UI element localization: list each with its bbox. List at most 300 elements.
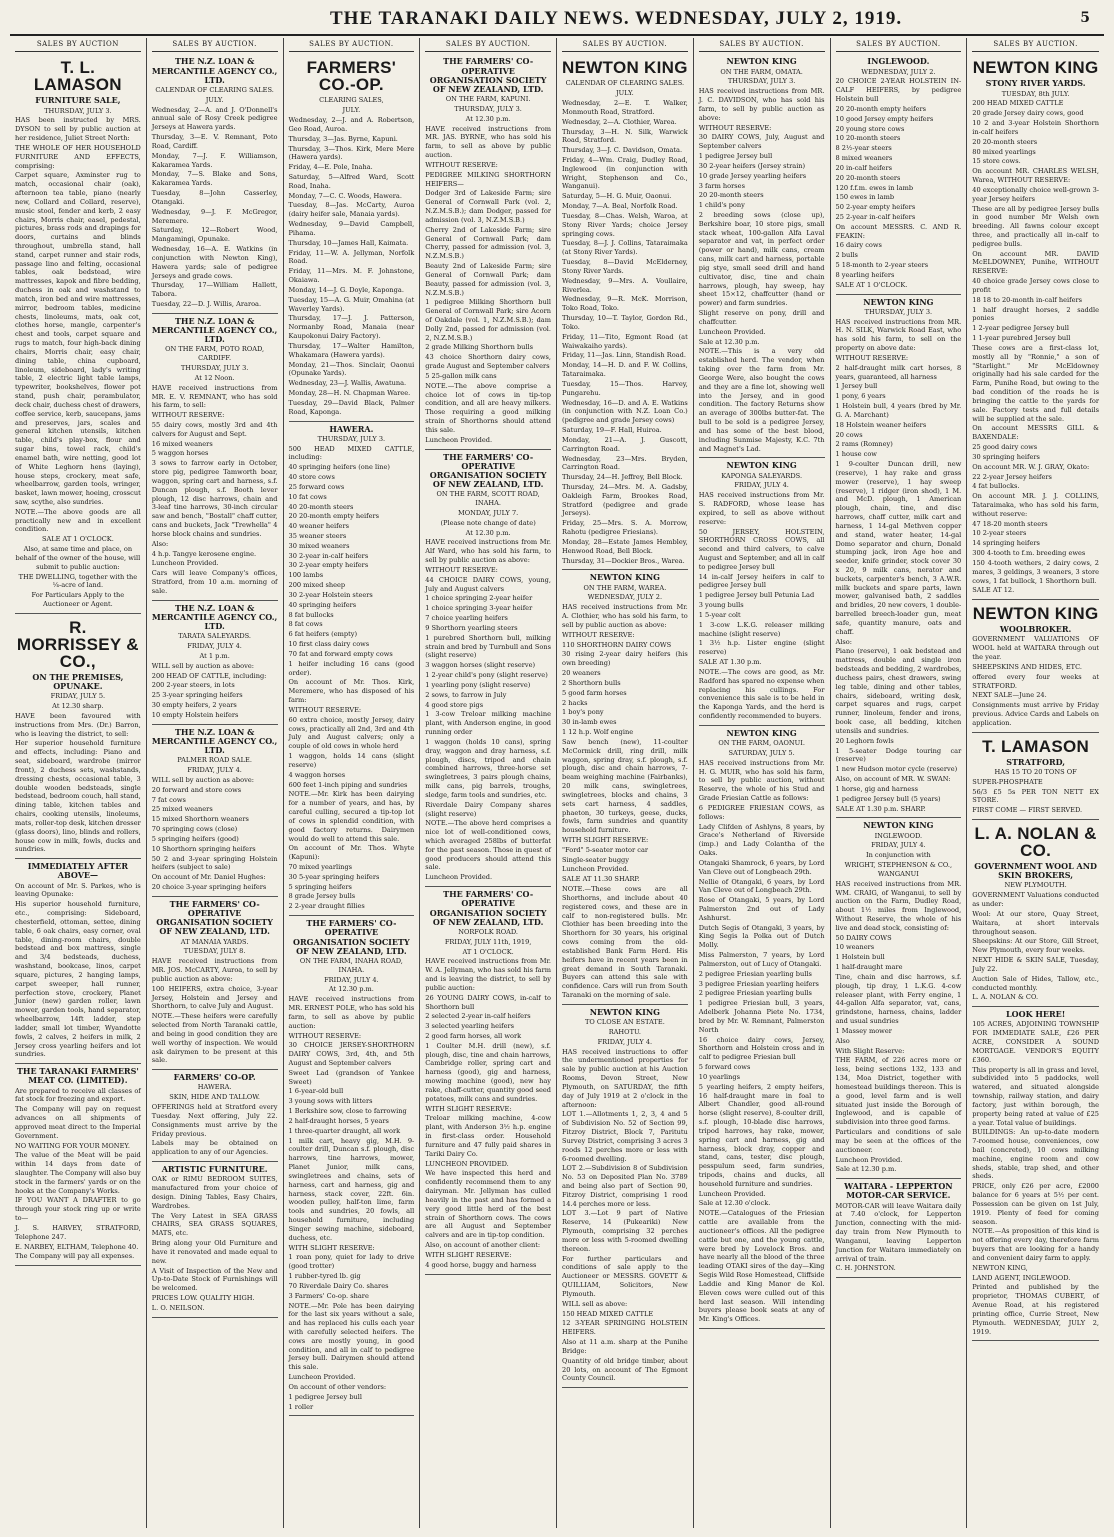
ad-paragraph: Miss Palmerston, 7 years, by Lord Palmerston, out of Lucy of Otangaki. [698,951,825,968]
ad-paragraph: Bring along your Old Furniture and have it renovated and made equal to new. [151,1239,278,1265]
ad-note: Also, at same time and place, on behalf of the owner of the house, will submit to public auction: [15,545,141,571]
ad-paragraph: 2 half-draught milk cart horses, 8 years, guaranteed, all harness [835,363,962,381]
ad-paragraph: 5 springing heifers (good) [151,834,239,843]
advertisement [836,818,962,1179]
ad-paragraph: 3 young bulls [698,601,744,610]
advertisement [699,458,825,726]
ad-paragraph: Tuesday, 8—J. J. Collins, Tataraimaka (at Stony River Yards). [562,239,688,257]
ad-paragraph: 70 mixed yearlings [288,862,353,871]
ad-paragraph: His superior household furniture, etc., comprising: Sideboard, chesterfield, ottoman, settee, dining table, 6 oak chairs, easy corner, oval table, dining-room chairs, double bedstead and box mattress, single and 3/4 bedsteads, duchess, washstand, bookcase, linos, carpet square, pictures, 2 hanging lamps, carpet sweeper, hall runner, perfection stove, crockery, Planet Junior (new) garden roller, lawn mower, garden tools, hand separator, wheelbarrow, 14ft ladder, step ladder, small lot timber, Wyandotte fowls, 2 calves, 2 heifers in milk, 2 Jersey cross yearling heifers and lot sundries. [15,900,141,1059]
column [967,38,1104,1528]
ad-paragraph: Wednesday, 9—R. McK. Morrison, Toko Road, Toko. [562,295,688,313]
ad-subheading: ON THE FARM, WAREA. [583,583,667,592]
ad-heading: NEWTON KING [863,296,934,307]
advertisement [562,54,688,570]
ad-paragraph: Sale at 12.30 p.m. [698,337,760,346]
ad-paragraph: LOT 1.—Allotments 1, 2, 3, 4 and 5 of Subdivision No. 52 of Section 99, Fitzroy District, Block 7, Paritutu Survey District, comprising 3 acres 3 roods 12 perches more or less with 6-roomed dwelling. [562,1110,688,1163]
ad-heading: ARTISTIC FURNITURE. [161,1164,268,1175]
ad-paragraph: SALE AT 1 O'CLOCK. [835,280,908,289]
ad-paragraph: Wednesday, 16—A. E. Watkins (in conjunction with Newton King), Hawera yards; sale of pedigree Jerseys and grade cows. [151,245,278,280]
ad-paragraph: SUPER-PHOSPHATE [972,777,1043,786]
advertisement [972,820,1099,1007]
ad-subheading: FRIDAY, JULY 4. [734,481,789,490]
ad-paragraph: 30 2-year in-calf heifers [288,551,369,560]
ad-paragraph: GOVERNMENT Valuations conducted as under: [972,891,1099,909]
ad-paragraph: 3 farm horses [698,181,745,190]
ad-paragraph: 1 choice springing 3-year heifer [425,604,533,613]
ad-paragraph: 2 bulls [835,251,858,260]
ad-paragraph: L. A. NOLAN & CO. [972,993,1039,1002]
ad-paragraph: 30 2-year heifers (Jersey strain) [698,161,806,170]
ad-paragraph: NOTE.—The cows are good, as Mr. Radford has spared no expense when replacing his cullings. For convenience this sale is to be held in the Kaponga Yards, and the herd is confidently recommended to buyers. [698,667,825,721]
ad-subheading: FRIDAY, JULY 4. [187,642,242,651]
ad-paragraph: 20 young store cows [835,124,905,133]
ad-paragraph: WITHOUT RESERVE: [151,411,225,420]
ad-paragraph: 30 mixed weaners [288,541,350,550]
masthead-rule [10,34,1104,36]
advertisement [289,422,415,917]
ad-subheading: SATURDAY, JULY 5. [728,748,795,757]
ad-paragraph: Auction Sale of Hides, Tallow, etc., conducted monthly. [972,974,1099,992]
ad-paragraph: On account of Mr. Thos. Whyte (Kapuni): [288,844,415,862]
ad-paragraph: 30 DAIRY COWS, July, August and September calvers [698,133,825,151]
ad-heading: THE FARMERS' CO-OPERATIVE ORGANISATION SOCIETY OF NEW ZEALAND, LTD. [156,898,273,937]
ad-paragraph: NOTE.—Mr. Kirk has been dairying for a number of years, and has, by careful culling, secured a tip-top lot of cows in splendid condition, with good factory returns. Dairymen would do well to attend this sale. [288,790,415,843]
ad-paragraph: WITH SLIGHT RESERVE: [288,1243,375,1252]
ad-paragraph: 1 milk cart, heavy gig, M.H. 9-coulter drill, Duncan s.f. plough, disc harrows, tine harrows, mower, Planet Junior, milk cans, swingletrees and chains, sets of harness, cart and harness, gig and harness, stack cover, 22ft. 6in. wooden pulley, half-ton lime, farm tools and sundries, 20 fowls, all household furniture, including Singer sewing machine, sideboard, duchess, etc. [288,1136,415,1242]
column [557,38,694,1528]
ad-subheading: TO CLOSE AN ESTATE. [584,1018,665,1027]
ad-paragraph: Wednesday, 2—A. Clothier, Warea. [562,117,677,126]
ad-paragraph: 7 fat cows [151,795,186,804]
ad-paragraph: 1 child's pony [698,201,745,210]
ad-subheading: WEDNESDAY, JULY 2. [861,67,936,76]
ad-paragraph: 50 DAIRY COWS [835,933,892,942]
ad-paragraph: HAS been instructed by MRS. DYSON to sell by public auction at her residence, Juliet Street North: [15,116,141,143]
ad-paragraph: 5 18-month to 2-year steers [835,261,929,270]
advertisement [562,1005,688,1388]
ad-paragraph: Thursday, 24—Mrs. M. A. Gadsby, Oakleigh Farm, Brookes Road, Stratford (pedigree and grade Jerseys). [562,482,688,518]
advertisement [562,570,688,1004]
ad-paragraph: 2 good farm horses, all work [425,1031,522,1040]
ad-paragraph: 30 2-year Holstein steers [288,590,373,599]
ad-paragraph: 1 waggon, holds 14 cans (slight reserve) [288,752,415,769]
ad-paragraph: 20 Leghorn fowls [835,736,894,745]
ad-paragraph: WILL sell by auction as above: [151,661,254,670]
ad-paragraph: PEDIGREE MILKING SHORTHORN HEIFERS— [425,170,551,188]
ad-paragraph: 5 yearling heifers, 2 empty heifers, 16 half-draught mare in foal to Albert Chandler, good all-round horse (slight reserve), 8-coulter drill, s.f. plough, 10-blade disc harrows, tripod harrows, hay rake, mower, spring cart and harness, gig and harness, block dray, copper and stand, cans, tester, disc plough, pesspulum seed, farm sundries, tripods, chains and ducks, all household furniture and sundries. [698,1082,825,1188]
ad-paragraph: 1 pedigree Jersey bull Petunia Lad [698,591,815,600]
advertisement [699,54,825,458]
ad-paragraph: 18 Holstein weaner heifers [835,420,927,429]
ad-paragraph: Tine, chain and disc harrows, s.f. plough, tip dray, 1 L.K.G. 4-cow releaser plant, with Ferry engine, 1 44-gallon Alfa separator, vat, cans, grindstone, harness, chains, ladder and usual sundries [835,972,962,1026]
ad-paragraph: 1 pedigree Friesian bull, 3 years, Adelberk Johanna Piete No. 1734, bred by Mr. W. Remnant, Palmerston North [698,999,825,1034]
ad-paragraph: 8 fat cows [288,620,323,629]
ad-paragraph: Luncheon Provided. [835,1155,903,1164]
ad-paragraph: The value of the Meat will be paid within 14 days from date of slaughter. The Company will also buy stock in the farmers' yards or on the hooks at the Company's Works. [15,1151,141,1195]
ad-paragraph: Otangaki Shamrock, 6 years, by Lord Van Cleve out of Longbeach 29th. [698,858,825,876]
ad-subheading: TUESDAY, JULY 8. [183,947,246,956]
column [10,38,147,1528]
ad-paragraph: 200 HEAD MIXED CATTLE [972,99,1064,108]
ad-subheading: WRIGHT, STEPHENSON & CO., WANGANUI [844,861,953,878]
ad-paragraph: Lady Clifden of Ashlyns, 8 years, by Grace's Netherland of Riverside (imp.) and Lady Colantha of the Oaks. [698,822,825,858]
ad-paragraph: 20 grade Jersey dairy cows, good [972,109,1084,118]
ad-paragraph: Monday, 21—A. J. Guscott, Carrington Road. [562,435,688,453]
ad-paragraph: 40 exceptionally choice well-grown 3-year Jersey heifers [972,185,1099,203]
ad-paragraph: Thursday, 3—Jas. Byrne, Kapuni. [288,134,398,143]
ad-paragraph: Labels may be obtained on application to any of our Agencies. [151,1139,278,1157]
ad-paragraph: Thursday, 31—Dockier Bros., Warea. [562,556,685,565]
ad-heading: THE N.Z. LOAN & MERCANTILE AGENCY CO., LTD. [151,315,278,345]
ad-paragraph: GOVERNMENT VALUATIONS OF WOOL held at WAITARA through out the year. [972,635,1099,662]
ad-paragraph: NOTE.—The above herd comprises a nice lot of well-conditioned cows, which averaged 258lbs of butterfat for the past season. Those in quest of good producers should attend this sale. [425,819,551,872]
advertiser-name: NEWTON KING [562,58,688,78]
ad-paragraph: Wednesday, 9—J. F. McGregor, Meremere. [151,207,278,225]
ad-paragraph: 4 waggon horses [288,770,346,779]
ad-paragraph: Thursday, 10—James Hall, Kaimata. [288,238,409,247]
ad-paragraph: On account of Mr. Daniel Hughes: [151,873,266,882]
ad-paragraph: LOT 2.—Subdivision 8 of Subdivision No. 53 on Deposited Plan No. 3789 and being also part of Section 90, Fitzroy District, comprising 1 rood 14.4 perches more or less. [562,1164,688,1208]
ad-subheading: ON THE FARM, POTO ROAD, CARDIFF. [165,345,265,363]
ad-paragraph: 20 in-calf heifers [835,163,892,172]
ad-paragraph: On account of other vendors: [288,1382,387,1391]
ad-paragraph: Monday, 28—Estate James Hembley, Henwood Road, Bell Block. [562,537,688,555]
ad-paragraph: Friday, 11—W. A. Jellyman, Norfolk Road. [288,248,415,266]
ad-paragraph: 35 weaner steers [288,532,347,540]
ad-paragraph: Rose of Otangaki, 5 years, by Lord Palmerston 2nd out of Lady Ashhurst. [698,896,825,922]
ad-paragraph: 3 Farmers' Co-op. share [288,1291,369,1300]
ad-paragraph: Consignments must arrive by Friday previous. Advice Cards and Labels on application. [972,701,1099,727]
ad-paragraph: Monday, 21—Thos. Sinclair, Oaonui (Opunake Yards). [288,360,415,378]
ad-subheading: (Please note change of date) [440,518,536,527]
ad-paragraph: FIRST COME — FIRST SERVED. [972,806,1083,815]
ad-paragraph: With Slight Reserve: [835,1046,905,1055]
ad-paragraph: 200 2-year steers, in lots [151,681,235,690]
ad-paragraph: Thursday, 17—J. J. Patterson, Normanby Road, Manaia (near Kaupokonui Dairy Factory). [288,314,415,341]
masthead [0,8,1114,30]
ad-paragraph: 18 18 to 20-month in-calf heifers [972,295,1083,304]
ad-paragraph: Her superior household furniture and effects, including: Piano and seat, sideboard, wardrobe (mirror front), 2 duchess sets, washstands, dressing chests, occasional table, 3 double wooden bedsteads, single bedstead, bedroom couch, hall stand, dining table, kitchen tables and chairs, cooking utensils, linoleums, mats, roller-top desk, kitchen dresser (glass doors), lino, blinds and rollers, house cow in milk, fowls, ducks and sundries. [15,739,141,854]
ad-paragraph: Friday, 4—E. Pole, Inaha. [288,163,373,172]
ad-subheading: JULY. [615,89,634,98]
advertisement [972,54,1099,600]
ad-paragraph: 1 three-quarter draught, all work [288,1126,401,1135]
ad-paragraph: NOTE.—These heifers were carefully selected from North Taranaki cattle, and being in good condition they are well worthy of inspection. We would ask dairymen to be present at this sale. [151,1012,278,1065]
ad-paragraph: 1 house cow [835,450,877,459]
ad-paragraph: Luncheon Provided. [425,873,493,882]
ad-paragraph: 30 5-year springing heifers [288,872,380,881]
advertisement [152,897,278,1070]
advertisement [425,54,551,449]
ad-paragraph: Thursday, 3—Thos. Kirk, Mere Mere (Hawera yards). [288,144,415,162]
ad-paragraph: 105 ACRES, ADJOINING TOWNSHIP FOR IMMEDIATE SALE, £26 PER ACRE, CONSIDER A SOUND MORTGAGE. VENDOR'S EQUITY £360. [972,1020,1099,1064]
ad-subheading: JULY. [205,95,224,104]
ad-paragraph: SHEEPSKINS AND HIDES, ETC. [972,662,1082,671]
ad-paragraph: 1 5-year colt [698,610,741,619]
ad-paragraph: 2 Shorthorn bulls [562,678,621,687]
ad-paragraph: 8 grade Jersey bulls [288,892,356,901]
ad-paragraph: 1 boy's pony [562,708,604,717]
ad-paragraph: Single-seater buggy [562,855,629,864]
ad-subheading: At 12.30 p.m. [465,114,511,123]
ad-paragraph: 8 yearling heifers [835,270,895,279]
ad-paragraph: 70 fat and forward empty cows [288,649,393,658]
ad-note: For Particulars Apply to the Auctioneer or Agent. [31,591,125,609]
ad-paragraph: 30 2-year empty heifers [288,561,369,570]
ad-subheading: FRIDAY, JULY 4. [871,841,926,850]
advertisement [289,54,415,421]
ad-paragraph: LAND AGENT, INGLEWOOD. [972,1273,1071,1282]
ad-paragraph: Thursday, 17—William Hallett, Tabora. [151,281,278,299]
ad-paragraph: 500 HEAD MIXED CATTLE, including: [288,444,415,462]
ad-paragraph: IF YOU WANT A DRAFTER to go through your stock ring up or write to— [15,1196,141,1223]
advertisement [289,916,415,1416]
ad-subheading: NEW PLYMOUTH. [1004,881,1067,890]
ad-paragraph: 40 store cows [288,473,335,482]
ad-paragraph: Wednesday, 9—Mrs. A. Voullaire, Riverlea. [562,276,688,294]
ad-subheading: SKIN, HIDE AND TALLOW. [169,1093,260,1102]
ad-paragraph: On account MR. W. J. GRAY, Okato: [972,462,1090,471]
ad-paragraph: Wednesday, 2—J. and A. Robertson, Geo Road, Auroa. [288,116,415,133]
ad-paragraph: 5 springing heifers [288,882,352,891]
ad-paragraph: 50 2 and 3-year springing Holstein heifers (subject to sale) [151,854,278,872]
ad-paragraph: 9 Shorthorn yearling steers [425,623,518,632]
ad-paragraph: 20 20-month steers [835,173,901,182]
ad-paragraph: Monday, 7—C. C. Woods, Hawera. [288,191,402,200]
ad-paragraph: LUNCHEON PROVIDED. [425,1159,509,1168]
advertisement [15,614,141,859]
ad-paragraph: HAS received instructions from Mr. H. G. MUIR, who has sold his farm, to sell by public auction, without Reserve, the whole of his Stud and Grade Friesian Cattle as follows: [698,758,825,803]
ad-paragraph: 5 forward cows [698,1063,751,1072]
ad-note: SALE AT 1 O'CLOCK. [41,535,114,544]
ad-paragraph: 10 20-month steers [835,134,901,143]
ad-paragraph: 3 sows to farrow early in October, store pig, pedigree Tamworth boar, waggon, spring cart and harness, s.f. Duncan plough, s.f. Booth lever plough, 12 disc harrows, chain and 3-leaf tine harrows, 30-inch circular saw and bench, "Bostall" chaff cutter, cans and buckets, Jack "Trewhella" 4 horse block chains and sundries. [151,459,278,538]
ad-paragraph: 20 20-month empty heifers [835,104,927,113]
ad-paragraph: 200 HEAD OF CATTLE, including: [151,671,267,680]
ad-paragraph: 43 choice Shorthorn dairy cows, grade August and September calvers [425,353,551,371]
ad-subheading: TARATA SALEYARDS. [178,632,251,641]
ad-paragraph: 44 CHOICE DAIRY COWS, young, July and August calvers [425,575,551,593]
ad-paragraph: Tuesday, 8—Jas. McCarty, Auroa (dairy heifer sale, Manaia yards). [288,201,415,219]
ad-paragraph: 1 5-seater Dodge touring car (reserve) [835,746,962,764]
ad-paragraph: 30 in-lamb ewes [562,718,617,727]
column-header: SALES BY AUCTION [15,40,141,52]
ad-paragraph: LOT 3.—Lot 9 part of Native Reserve, 14 (Pukeariki) New Plymouth, comprising 32 perches more or less with 5-roomed dwelling thereon. [562,1209,688,1253]
ad-paragraph: On account MR. J. J. COLLINS, Tataraimaka, who has sold his farm, without reserve: [972,492,1099,518]
ad-paragraph: Wednesday, 16—D. and A. E. Watkins (in conjunction with N.Z. Loan Co.) (pedigree and grade Jersey cows) [562,398,688,425]
ad-paragraph: On account MR. CHARLES WELSH, Warea, WITHOUT RESERVE: [972,167,1099,185]
ad-paragraph: 3 selected yearling heifers [425,1022,515,1031]
ad-paragraph: 2 rams (Romney) [835,440,893,449]
ad-heading: WAITARA - LEPPERTON MOTOR-CAR SERVICE. [844,1181,953,1201]
ad-paragraph: Sweet Lad (grandson of Yankee Sweet) [288,1068,415,1086]
advertisement [15,1064,141,1266]
advertisement [836,295,962,819]
ad-heading: LOOK HERE! [1006,1009,1066,1020]
ad-paragraph: 1 pedigree Jersey bull (5 years) [835,794,941,803]
ad-paragraph: NOTE.—Mr. Pole has been dairying for the last six years without a sale, and has replaced his culls each year with carefully selected heifers. The cows are mostly young, in good condition, and all in calf to pedigree Jersey bull. Dairymen should attend this sale. [288,1301,415,1372]
ad-paragraph: 40 choice grade Jersey cows close to profit [972,277,1099,294]
ad-paragraph: 20 weaners [562,669,601,678]
ad-paragraph: Particulars and conditions of sale may be seen at the offices of the auctioneer. [835,1128,962,1154]
ad-paragraph: WITHOUT RESERVE: [698,123,772,132]
ad-paragraph: 4 good store pigs [425,700,484,709]
ad-paragraph: 26 YOUNG DAIRY COWS, in-calf to Shorthorn bull [425,993,551,1011]
ad-paragraph: HAVE received instructions from MR. JAS. BYRNE, who has sold his farm, to sell as above by public auction. [425,124,551,160]
ad-paragraph: 1 Massey mower [835,1026,892,1035]
advertiser-name: NEWTON KING [972,604,1099,624]
ad-paragraph: 10 grade Jersey yearling heifers [698,171,807,180]
ad-paragraph: Friday, 11—Tito, Egmont Road (at Waiwakaiho yards). [562,332,688,350]
advertiser-name: L. A. NOLAN & CO. [974,824,1097,861]
ad-paragraph: 3 pedigree Friesian yearling heifers [698,979,819,988]
ad-paragraph: Thursday, 24—H. Jeffrey, Bell Block. [562,473,683,482]
ad-subheading: FRIDAY, JULY 4. [324,975,379,984]
ad-paragraph: 8 2½-year steers [835,144,892,153]
page-number: 5 [1080,10,1090,26]
ad-paragraph: MOTOR-CAR will leave Waitara daily at 7.40 o'clock, for Lepperton Junction, connecting with the mid-day train from New Plymouth to Wanganui, leaving Lepperton Junction for Waitara immediately on arrival of train. [835,1201,962,1263]
ad-paragraph: 150 HEAD MIXED CATTLE [562,1309,654,1318]
ad-paragraph: NO WAITING FOR YOUR MONEY. [15,1141,130,1150]
ad-heading: IMMEDIATELY AFTER ABOVE— [27,861,128,881]
ad-paragraph: 1 roan pony, quiet for lady to drive (good trotter) [288,1253,415,1271]
ad-paragraph: On account of Mr. Thos. Kirk, Meremere, who has disposed of his farm: [288,678,415,705]
ad-paragraph: 3 young sows with litters [288,1097,373,1106]
ad-paragraph: 4 fat bullocks. [972,482,1020,491]
ad-paragraph: HAS received instructions from Mr. S. RADFORD, whose lease has expired, to sell as above without reserve: [698,491,825,526]
ad-paragraph: 20 CHOICE 2-YEAR HOLSTEIN IN-CALF HEIFERS, by pedigree Holstein bull [835,77,962,104]
ad-paragraph: Sheepskins: At our Store, Gill Street, New Plymouth, every four weeks. [972,937,1099,955]
ad-paragraph: 1 pedigree Milking Shorthorn bull General of Cornwall Park; sire Acorn of Oakdale (vol. 1, N.Z.M.S.B.); dam Dolly 2nd, passed for admission (vol. 2, N.Z.M.S.B.) [425,298,551,342]
ad-heading: NEWTON KING [726,56,797,67]
column-header: SALES BY AUCTION. [425,40,551,52]
ad-paragraph: HAVE received instructions from Mr. Alf Ward, who has sold his farm, to sell by public auction as above: [425,538,551,565]
masthead-title: THE TARANAKI DAILY NEWS. WEDNESDAY, JULY 2, 1919. [330,8,903,29]
ad-paragraph: 2 half-draught horses, 5 years [288,1116,389,1125]
ad-paragraph: Carpet square, Axminster rug to match, occasional chair (oak), afternoon tea table, piano (nearly new, Collard and Collard, reserve), music stool, fender and kerb, 2 easy chairs, Morris chair, easel, pedestal, pictures, brass rods and drapings for doors, curtains and blinds throughout, umbrella stand, hall stand, carpet runner and stair rods, passage lino and felting, occasional tables, oak bedstead, wire mattresses, kapok and fibre bedding, duchess in oak and washstand to match, iron bed and wire mattresses, mirror, bedroom tables, medicine chests, linoleums, mats, oak cot, clothes horse, mangle, carpenter's chest and tools, carpet square and rugs to match, four high-back dining chairs, Morris chair, easy chair, dining table, china cupboard, linoleum, sideboard, lady's writing table, 2 electric light table lamps, typewriter, bookshelves, flower pot stand, push chair, perambulator, deck chair, duchess chest of drawers, coffee service, kerb, saucepans, jams and preserves, jars, scales and general kitchen utensils, kitchen table, child's play-box, flour and sugar bins, towel rack, child's enamel bath, wire netting, good lot of White Leghorn hens (laying), house steps, crockery, meat safe, wheelbarrow, garden tools, wringer, basket, lawn mower, hoeing, crosscut saw, scythe, also sundries. [15,171,141,506]
ad-heading: STRATFORD, [1006,756,1066,767]
ad-paragraph: OFFERINGS held at Stratford every Tuesday. Next offering, July 22. Consignments must arrive by the Friday previous. [151,1103,278,1138]
ad-subheading: PALMER ROAD SALE. [177,756,252,765]
ad-paragraph: 10 weaners [835,943,875,952]
ad-paragraph: 1 half draught horses, 2 saddle ponies [972,305,1099,323]
ad-heading: STONY RIVER YARDS. [985,78,1086,89]
advertisement [15,54,141,614]
ad-paragraph: 10 first class dairy cows [288,640,370,649]
ad-paragraph: 16 choice dairy cows, Jersey, Shorthorn and Holstein cross and in calf to pedigree Friesian bull [698,1035,825,1062]
ad-paragraph: 1 waggon (holds 10 cans), spring dray, waggon and dray harness, s.f. plough, discs, tripod and chain combined harrows, three-horse set swingletrees, 3 pairs plough chains, milk cans, pig barrels, troughs, sledge, farm tools and sundries, etc. [425,737,551,799]
ad-subheading: INGLEWOOD. [874,831,923,840]
ad-subheading: ON THE FARM, OAONUI. [718,739,805,748]
ad-paragraph: Monday, 7—S. Blake and Sons, Kakaramea Yards. [151,170,278,188]
ad-subheading: In conjunction with [865,851,931,860]
ad-paragraph: 20 20-month steers [972,137,1038,146]
ad-paragraph: 6 PEDIGREE FRIESIAN COWS, as follows: [698,803,825,821]
ad-paragraph: Monday, 7—A. Beal, Norfolk Road. [562,202,678,211]
ad-paragraph: 2 breeding sows (close up), Berkshire boar, 10 store pigs, small stack wheat, 100-gallon Alfa Laval separator and vat, in perfect order (power or hand), milk cans, cream cans, milk cart and harness, portable pig stye, small seed drill and hand cultivator, disc, tine and chain harrows, plough, hay sweep, hay sheet 15×12, chaffcutter (hand or power) and farm sundries. [698,210,825,308]
columns-container [10,38,1104,1528]
ad-paragraph: 1 9-coulter Duncan drill, new (reserve), 1 hay rake and grass mower (reserve), 1 hay sweep (reserve), 1 ridger (iron shod), 1 M. and McD. plough, 1 American plough, chain, tine, and disc harrows, chaff cutter, milk cart and harness, 1 14-gal Methven copper and stand, water heater, 14-gal Domo separator and churn, Donald stumping jack, iron Age hoe and seeder, knife grinder, stock cover 30 x 20, 9 milk cans, nerator and buckets, carpenter's bench, 3 A.W.R. milk buckets and spare parts, lawn mower, galvanised bath, 2 saddles and bridles, 20 new covers, 1 double-barrelled breech-loader gun, meat safe, quantity manure, oats and chaff. [835,460,962,636]
ad-subheading: At 12.30 sharp. [52,702,104,711]
ad-paragraph: 20 20-month steers [698,191,764,200]
column-header: SALES BY AUCTION. [972,40,1099,52]
ad-paragraph: J. S. HARVEY, STRATFORD, Telephone 247. [15,1223,141,1241]
ad-paragraph: Tuesday, 15—Thos. Harvey, Pungarehu. [562,379,688,397]
ad-paragraph: 1 Holstein bull [835,953,885,962]
ad-paragraph: 100 lambs [288,571,324,580]
ad-paragraph: WITH SLIGHT RESERVE: [562,835,649,844]
ad-paragraph: Friday, 4—Wm. Craig, Dudley Road, Inglewood (in conjunction with Wright, Stephenson and Co., Wanganui). [562,156,688,191]
ad-paragraph: 16 mixed weaners [151,439,213,448]
ad-subheading: At 1 p.m. [199,651,230,660]
ad-paragraph: 8 fat bullocks [288,610,334,619]
ad-paragraph: On account of Mr. S. Parkes, who is leaving Opunake: [15,881,141,899]
ad-paragraph: 8 mixed weaners [835,154,893,163]
ad-paragraph: 1 pony, 6 years [835,392,886,401]
ad-paragraph: 10 2 and 3-year Holstein Shorthorn in-calf heifers [972,119,1099,136]
ad-paragraph: Luncheon Provided. [698,327,766,336]
ad-paragraph: NOTE.—This is a very old established herd. The vendor, when taking over the farm from Mr. George Were, also bought the cows and they are a fine lot, showing well into the Jersey, and in good condition. The factory Returns show an average of 300lbs butter-fat. The bull to be sold is a pedigree Jersey, and has some of the best blood, including Sunmise Majesty, K.C. 7th and Magnet's Lad. [698,347,825,453]
ad-paragraph: Also, on account of another client: [425,1241,541,1250]
ad-subheading: At 12.30 p.m. [465,528,511,537]
ad-paragraph: 1 2-year pedigree Jersey bull [972,324,1069,333]
ad-paragraph: 10 yearlings [698,1072,741,1081]
ad-paragraph: 1 heifer including 16 cans (good order). [288,659,415,677]
ad-heading: ON THE PREMISES, OPUNAKE. [32,671,124,692]
ad-paragraph: 20 choice 3-year springing heifers [151,883,267,892]
ad-paragraph: 110 SHORTHORN DAIRY COWS [562,640,672,649]
ad-paragraph: 30 rising 2-year dairy heifers (his own breeding) [562,650,688,668]
column [284,38,421,1528]
ad-paragraph: 1 rubber-tyred lb. gig [288,1272,361,1281]
ad-paragraph: 10 Shorthorn springing heifers [151,844,256,853]
ad-paragraph: 1 3-cow L.K.G. releaser milking machine (slight reserve) [698,620,825,638]
ad-paragraph: 300 4-tooth to f.m. breeding ewes [972,549,1086,558]
advertiser-name: T. LAMASON [982,736,1090,756]
ad-paragraph: Luncheon Provided. [698,1189,766,1198]
ad-paragraph: Dutch Segis of Otangaki, 3 years, by King Segis la Polka out of Dutch Molly. [698,923,825,950]
ad-paragraph: 2 2-year draught fillies [288,902,365,911]
ad-subheading: FRIDAY, JULY 4. [187,766,242,775]
column [694,38,831,1528]
ad-paragraph: 120 f.f.m. ewes in lamb [835,183,914,192]
ad-paragraph: Thursday, 3—J. C. Davidson, Omata. [562,146,683,155]
ad-paragraph: 1 Coulter M.H. drill (new), s.f. plough, disc, tine and chain harrows, Cambridge roller, spring cart and harness (good), gig and harness, mowing machine (good), new hay rake, chaff-cutter, quantity good seed potatoes, milk cans and sundries. [425,1041,551,1103]
ad-paragraph: 80 mixed yearlings [972,147,1036,156]
ad-subheading: ON THE FARM, SCOTT ROAD, INAHA. [436,490,540,508]
ad-paragraph: 40 20-month steers [288,502,354,511]
ad-paragraph: NOTE.—Catalogues of the Friesian cattle are available from the auctioneer's offices. All the pedigree cattle but one, and the young cattle, were bred by Lovelock Bros. and have nearly all the blood of the three leading OTAKI sires of the day—King Segis Wild Rose Homestead, Cliffside Laddie and King Manor de Kol. Eleven cows were culled out of this herd last season. Will intending buyers please book seats at any of Mr. King's Offices. [698,1209,825,1324]
ad-paragraph: offered every four weeks at STRATFORD. [972,672,1099,690]
ad-paragraph: Tuesday, 15—A. G. Muir, Omahina (at Waverley Yards). [288,295,415,313]
ad-paragraph: 1 Holstein bull, 4 years (bred by Mr. G. A. Marchant) [835,402,962,419]
ad-paragraph: Sale at 12.30 o'clock. [698,1199,771,1208]
ad-paragraph: Printed and published by the proprietor, THOMAS CUBERT, of Avenue Road, at his registered printing office, Currie Street, New Plymouth. WEDNESDAY, JULY 2, 1919. [972,1283,1099,1336]
ad-paragraph: 25 3-year springing heifers [151,691,243,700]
ad-paragraph: This property is all in grass and level, subdivided into 5 paddocks, well watered, and situated alongside township, railway station, and dairy factory, just within borough, the property being rated at value of £25 a year. Total value of buildings. [972,1065,1099,1127]
ad-paragraph: The Company will pay all expenses. [15,1252,135,1261]
ad-paragraph: Also: [835,637,852,646]
ad-paragraph: 25 2-year in-calf heifers [835,212,916,221]
ad-paragraph: 200 mixed sheep [288,581,346,590]
ad-paragraph: Wool: At our store, Quay Street, Waitara, at short intervals throughout season. [972,909,1099,936]
ad-paragraph: NEWTON KING, [972,1263,1028,1272]
ad-paragraph: On account MESSRS. C. AND R. FEAKIN: [835,222,962,240]
ad-heading: FARMERS' CO-OP. [173,1072,256,1083]
ad-paragraph: NEXT HIDE & SKIN SALE, Tuesday, July 22. [972,956,1099,973]
ad-paragraph: The Company will pay on request advances on all shipments of approved meat direct to the Imperial Government. [15,1105,141,1140]
